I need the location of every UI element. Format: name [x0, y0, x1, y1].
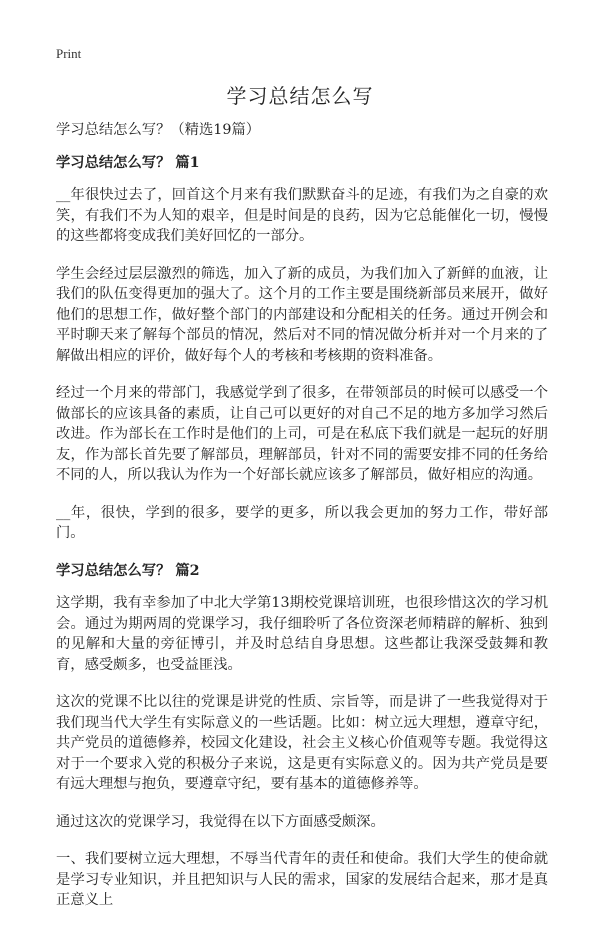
paragraph: 一、我们要树立远大理想，不辱当代青年的责任和使命。我们大学生的使命就是学习专业知识，并且把知识与人民的需求，国家的发展结合起来，那才是真正意义上: [56, 851, 548, 908]
paragraph: __年，很快，学到的很多，要学的更多，所以我会更加的努力工作，带好部门。: [56, 504, 548, 541]
paragraph: 学生会经过层层激烈的筛选，加入了新的成员，为我们加入了新鲜的血液，让我们的队伍变得更加的强大了。这个月的工作主要是围绕新部员来展开，做好他们的思想工作，做好整个部门的内部建设和分配相关的任务。通过开例会和平时聊天来了解每个部员的情况，然后对不同的情况做分析并对一个月来的了解做出相应的评价，做好每个人的考核和考核期的资料准备。: [56, 265, 548, 364]
paragraph: 经过一个月来的带部门，我感觉学到了很多，在带领部员的时候可以感受一个做部长的应该具备的素质，让自己可以更好的对自己不足的地方多加学习然后改进。作为部长在工作时是他们的上司，可是在私底下我们就是一起玩的好朋友，作为部长首先要了解部员，理解部员，针对不同的需要安排不同的任务给不同的人，所以我认为作为一个好部长就应该多了解部员，做好相应的沟通。: [56, 385, 548, 483]
section-heading: 学习总结怎么写？ 篇1: [56, 154, 200, 171]
section-heading: 学习总结怎么写？ 篇2: [56, 562, 200, 579]
document-subtitle: 学习总结怎么写？（精选19篇）: [56, 122, 261, 138]
paragraph: 通过这次的党课学习，我觉得在以下方面感受颇深。: [56, 813, 385, 830]
document-title: 学习总结怎么写: [226, 84, 374, 108]
print-label[interactable]: Print: [56, 46, 82, 61]
paragraph: 这学期，我有幸参加了中北大学第13期校党课培训班，也很珍惜这次的学习机会。通过为期两周的党课学习，我仔细聆听了各位资深老师精辟的解析、独到的见解和大量的旁征博引，并及时总结自身思想。这些都让我深受鼓舞和教育，感受颇多，也受益匪浅。: [56, 595, 548, 673]
paragraph: 这次的党课不比以往的党课是讲党的性质、宗旨等，而是讲了一些我觉得对于我们现当代大学生有实际意义的一些话题。比如：树立远大理想，遵章守纪，共产党员的道德修养，校园文化建设，社会主义核心价值观等专题。我觉得这对于一个要求入党的积极分子来说，这是更有实际意义的。因为共产党员是要有远大理想与抱负，要遵章守纪，要有基本的道德修养等。: [56, 694, 548, 792]
document-body: [56, 120, 548, 928]
paragraph: __年很快过去了，回首这个月来有我们默默奋斗的足迹，有我们为之自豪的欢笑，有我们不为人知的艰辛，但是时间是的良药，因为它总能催化一切，慢慢的这些都将变成我们美好回忆的一部分。: [56, 187, 548, 244]
